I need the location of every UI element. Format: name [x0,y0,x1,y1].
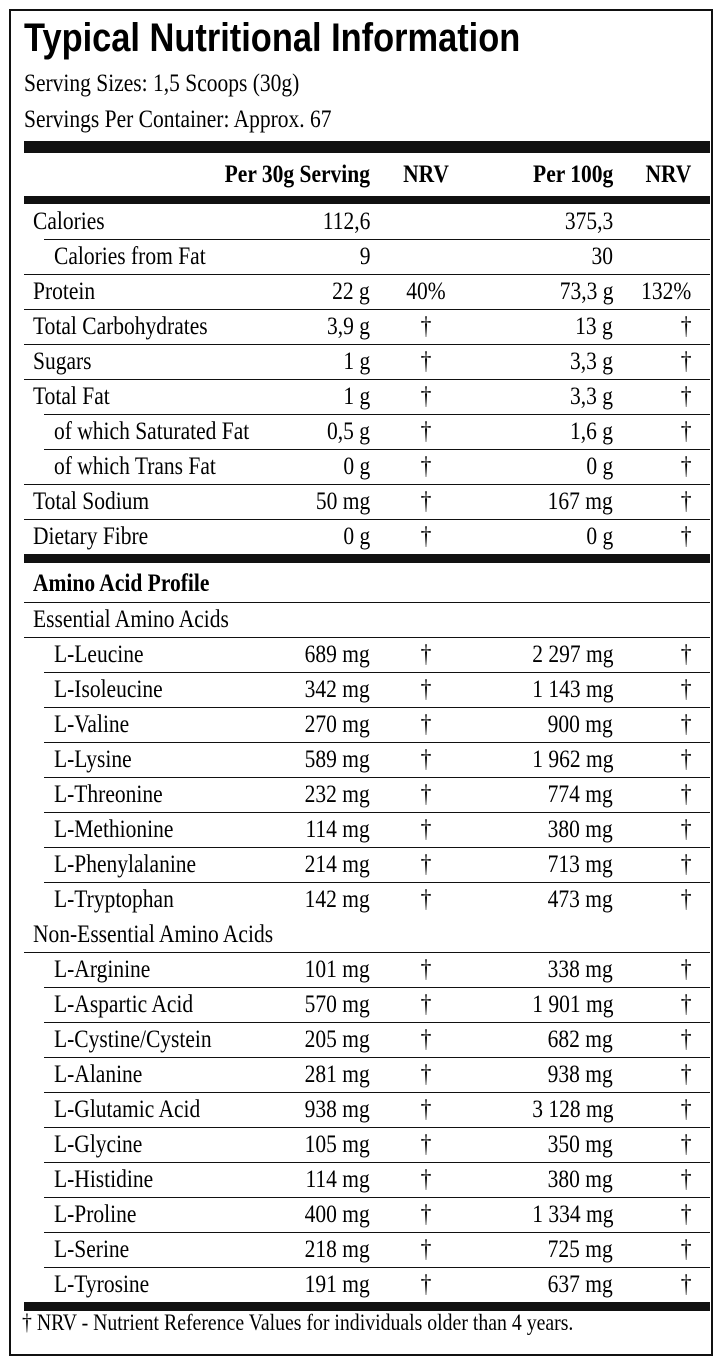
row-nrv-100g: † [680,781,691,808]
row-nrv-100g: † [680,711,691,738]
header-per-serving: Per 30g Serving [224,161,370,188]
row-name: Sugars [33,348,92,375]
row-name: Calories from Fat [54,243,206,270]
row-name: L-Arginine [54,956,151,983]
amino-acid-row [0,847,728,882]
row-nrv-100g: † [680,1271,691,1298]
header-top-bar [24,141,710,153]
row-nrv-100g: † [680,851,691,878]
amino-title-row [0,566,728,601]
row-per-100g: 380 mg [547,816,613,843]
row-nrv-100g: † [680,1026,691,1053]
row-name: L-Aspartic Acid [54,991,194,1018]
row-name: L-Serine [54,1236,130,1263]
row-name: L-Methionine [54,816,174,843]
row-nrv-100g: † [680,523,691,550]
nonessential-subheader-row [0,917,728,952]
row-per-serving: 3,9 g [327,313,370,340]
row-per-100g: 1 334 mg [531,1201,613,1228]
row-nrv-100g: † [680,418,691,445]
nutrient-row [0,379,728,414]
row-per-100g: 1 143 mg [531,676,613,703]
row-per-100g: 380 mg [547,1166,613,1193]
row-per-100g: 3,3 g [570,383,613,410]
row-nrv-serving: † [420,641,432,668]
row-name: Total Carbohydrates [33,313,208,340]
amino-acid-row [0,637,728,672]
row-per-serving: 214 mg [304,851,370,878]
amino-acid-row [0,777,728,812]
row-nrv-serving: † [420,383,432,410]
essential-subheader-row [0,602,728,637]
row-nrv-serving: † [420,1271,432,1298]
row-per-serving: 105 mg [304,1131,370,1158]
header-per-100g: Per 100g [532,161,613,188]
amino-acid-row [0,707,728,742]
row-nrv-100g: † [680,676,691,703]
row-per-serving: 270 mg [304,711,370,738]
row-nrv-100g: † [680,313,691,340]
amino-acid-row [0,1092,728,1127]
row-per-serving: 0 g [343,453,370,480]
row-nrv-100g: † [680,1131,691,1158]
nutrient-row [0,204,728,239]
row-per-100g: 375,3 [564,208,613,235]
nutrient-row [0,519,728,554]
row-per-serving: 938 mg [304,1096,370,1123]
row-nrv-serving: † [420,1236,432,1263]
row-per-100g: 0 g [586,453,613,480]
row-per-100g: 2 297 mg [531,641,613,668]
nutrient-row [0,344,728,379]
row-name: L-Threonine [54,781,163,808]
row-per-serving: 400 mg [304,1201,370,1228]
row-nrv-100g: † [680,816,691,843]
row-nrv-serving: † [420,851,432,878]
row-per-serving: 114 mg [305,1166,370,1193]
row-nrv-serving: † [420,348,432,375]
row-name: Calories [33,208,105,235]
row-nrv-serving: † [420,781,432,808]
row-nrv-serving: † [420,453,432,480]
row-per-serving: 191 mg [304,1271,370,1298]
nutrient-row [0,449,728,484]
row-nrv-100g: † [680,348,691,375]
nutrient-row [0,484,728,519]
row-name: L-Glutamic Acid [54,1096,201,1123]
row-nrv-serving: † [420,711,432,738]
amino-acid-row [0,1162,728,1197]
row-name: L-Tyrosine [54,1271,150,1298]
row-nrv-100g: † [680,641,691,668]
row-per-100g: 725 mg [547,1236,613,1263]
essential-amino-acids-title: Essential Amino Acids [33,606,229,633]
row-name: of which Trans Fat [54,453,216,480]
amino-section-bar [24,554,710,563]
row-name: of which Saturated Fat [54,418,250,445]
row-per-100g: 167 mg [547,488,613,515]
row-nrv-serving: † [420,816,432,843]
nutrient-row [0,274,728,309]
row-name: L-Valine [54,711,130,738]
amino-acid-row [0,812,728,847]
row-per-100g: 30 [591,243,613,270]
amino-acid-row [0,1022,728,1057]
row-nrv-serving: † [420,676,432,703]
row-nrv-100g: † [680,1166,691,1193]
header-nrv-100g: NRV [645,161,691,188]
row-nrv-serving: † [420,886,432,913]
row-per-100g: 3,3 g [570,348,613,375]
label-title: Typical Nutritional Information [24,16,521,60]
row-per-serving: 205 mg [304,1026,370,1053]
header-nrv-serving: NRV [403,161,449,188]
nutrient-row [0,309,728,344]
row-nrv-100g: 132% [640,278,691,305]
amino-acid-row [0,672,728,707]
row-per-100g: 338 mg [547,956,613,983]
row-per-100g: 637 mg [547,1271,613,1298]
row-per-serving: 1 g [343,383,370,410]
row-nrv-serving: † [420,523,432,550]
row-per-100g: 350 mg [547,1131,613,1158]
row-name: L-Lysine [54,746,132,773]
row-name: L-Histidine [54,1166,154,1193]
amino-acid-row [0,1127,728,1162]
row-per-serving: 22 g [332,278,370,305]
row-per-100g: 0 g [586,523,613,550]
amino-acid-row [0,1267,728,1302]
row-nrv-serving: † [420,746,432,773]
nutrient-row [0,414,728,449]
row-nrv-100g: † [680,886,691,913]
row-nrv-serving [396,204,456,239]
row-per-serving: 101 mg [304,956,370,983]
column-header-row [0,157,728,192]
row-per-serving: 1 g [343,348,370,375]
nonessential-amino-acids-title: Non-Essential Amino Acids [33,921,274,948]
row-nrv-serving: † [420,313,432,340]
row-nrv-100g: † [680,1096,691,1123]
row-nrv-serving: † [420,418,432,445]
row-nrv-100g: † [680,1061,691,1088]
row-name: L-Phenylalanine [54,851,197,878]
row-per-100g: 900 mg [547,711,613,738]
amino-acid-row [0,987,728,1022]
amino-acid-row [0,1197,728,1232]
row-per-serving: 570 mg [304,991,370,1018]
row-nrv-serving [396,239,456,274]
amino-acid-row [0,1057,728,1092]
row-nrv-100g: † [680,453,691,480]
row-per-100g: 1 962 mg [531,746,613,773]
row-nrv-serving: † [420,1131,432,1158]
row-per-100g: 473 mg [547,886,613,913]
row-per-100g: 682 mg [547,1026,613,1053]
row-per-serving: 281 mg [304,1061,370,1088]
row-nrv-100g: † [680,956,691,983]
row-name: Total Fat [33,383,110,410]
amino-acid-row [0,742,728,777]
amino-acid-row [0,952,728,987]
row-name: L-Glycine [54,1131,143,1158]
row-nrv-serving: † [420,991,432,1018]
row-per-serving: 50 mg [315,488,370,515]
row-per-serving: 9 [359,243,370,270]
row-per-serving: 112,6 [322,208,370,235]
row-nrv-100g: † [680,1201,691,1228]
row-per-100g: 938 mg [547,1061,613,1088]
row-per-serving: 218 mg [304,1236,370,1263]
row-name: Protein [33,278,96,305]
row-nrv-serving: † [420,1026,432,1053]
row-nrv-serving: † [420,488,432,515]
header-bottom-bar [24,196,710,204]
row-nrv-100g: † [680,746,691,773]
row-per-100g: 3 128 mg [531,1096,613,1123]
row-per-100g: 13 g [575,313,613,340]
row-nrv-serving: † [420,956,432,983]
row-nrv-100g: † [680,991,691,1018]
nutrient-row [0,239,728,274]
servings-per-container: Servings Per Container: Approx. 67 [24,106,332,133]
row-name: L-Proline [54,1201,137,1228]
row-per-serving: 0,5 g [327,418,370,445]
row-nrv-serving: † [420,1201,432,1228]
row-name: L-Tryptophan [54,886,174,913]
row-nrv-100g: † [680,488,691,515]
row-per-100g: 774 mg [547,781,613,808]
row-nrv-serving: † [420,1096,432,1123]
row-per-serving: 589 mg [304,746,370,773]
row-name: Total Sodium [33,488,150,515]
row-name: L-Alanine [54,1061,143,1088]
row-nrv-serving: 40% [406,278,446,305]
row-per-serving: 232 mg [304,781,370,808]
row-per-100g: 1 901 mg [531,991,613,1018]
row-per-serving: 114 mg [305,816,370,843]
amino-acid-row [0,882,728,917]
serving-size: Serving Sizes: 1,5 Scoops (30g) [24,70,300,97]
amino-acid-profile-title: Amino Acid Profile [33,570,210,597]
row-per-100g: 1,6 g [570,418,613,445]
row-name: Dietary Fibre [33,523,149,550]
row-per-serving: 689 mg [304,641,370,668]
row-name: L-Cystine/Cystein [54,1026,212,1053]
amino-acid-row [0,1232,728,1267]
row-per-serving: 142 mg [304,886,370,913]
row-per-serving: 0 g [343,523,370,550]
row-nrv-serving: † [420,1166,432,1193]
row-nrv-100g: † [680,383,691,410]
nrv-footnote: † NRV - Nutrient Reference Values for individuals older than 4 years. [22,1310,574,1335]
row-name: L-Isoleucine [54,676,163,703]
row-nrv-serving: † [420,1061,432,1088]
row-per-serving: 342 mg [304,676,370,703]
row-per-100g: 713 mg [547,851,613,878]
row-per-100g: 73,3 g [559,278,613,305]
row-nrv-100g: † [680,1236,691,1263]
row-name: L-Leucine [54,641,144,668]
